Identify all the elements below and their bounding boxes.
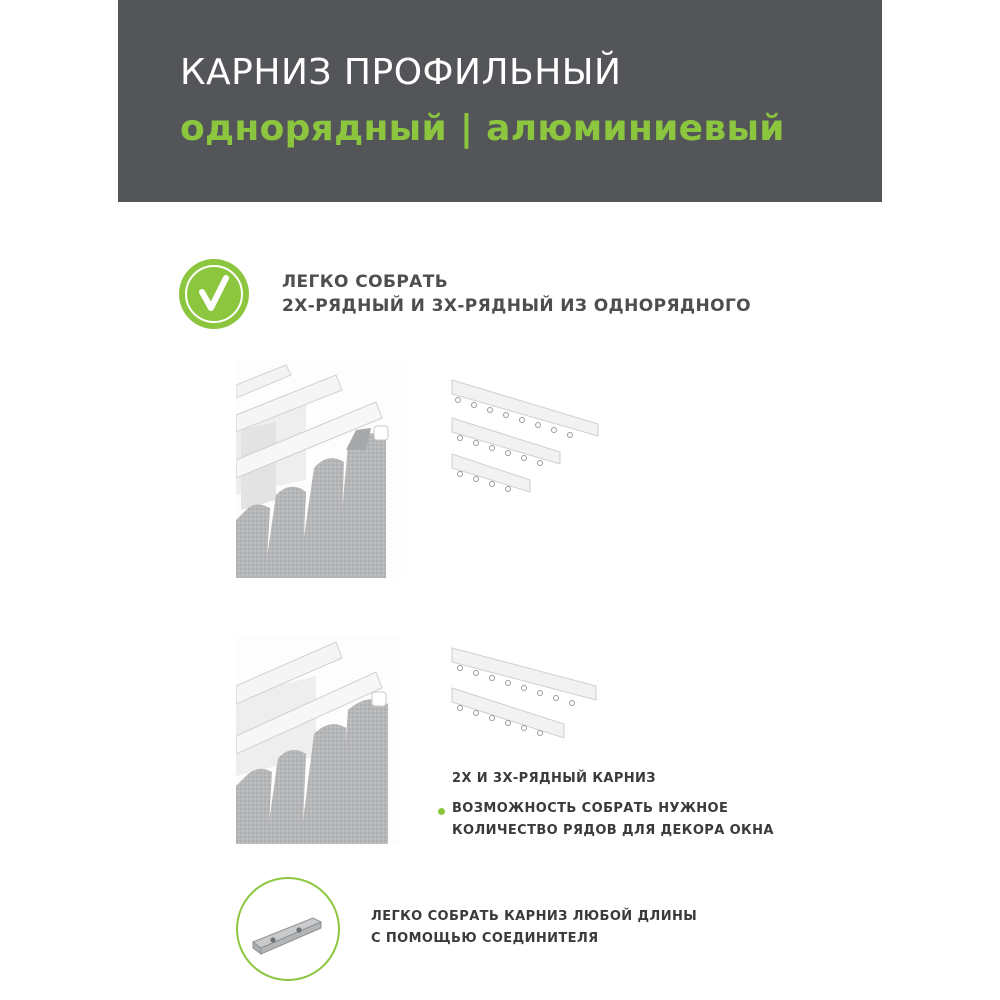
rows-description-line2: КОЛИЧЕСТВО РЯДОВ ДЛЯ ДЕКОРА ОКНА	[452, 823, 774, 838]
feature-subtitle: 2Х-РЯДНЫЙ И 3Х-РЯДНЫЙ ИЗ ОДНОРЯДНОГО	[282, 296, 752, 316]
three-profiles-photo	[448, 374, 614, 496]
bullet-dot	[438, 808, 445, 815]
connector-text-line2: С ПОМОЩЬЮ СОЕДИНИТЕЛЯ	[371, 931, 599, 946]
banner-subtitle: однорядный | алюминиевый	[180, 108, 785, 149]
connector-icon	[235, 876, 341, 982]
checkmark-icon	[178, 258, 250, 330]
connector-text-line1: ЛЕГКО СОБРАТЬ КАРНИЗ ЛЮБОЙ ДЛИНЫ	[371, 909, 698, 924]
header-banner	[118, 0, 882, 202]
rows-heading: 2Х И 3Х-РЯДНЫЙ КАРНИЗ	[452, 771, 656, 786]
three-row-curtain-photo	[236, 360, 406, 578]
two-row-curtain-photo	[236, 636, 400, 844]
rows-description-line1: ВОЗМОЖНОСТЬ СОБРАТЬ НУЖНОЕ	[452, 801, 729, 816]
banner-title: КАРНИЗ ПРОФИЛЬНЫЙ	[180, 52, 622, 93]
feature-title: ЛЕГКО СОБРАТЬ	[282, 272, 449, 292]
two-profiles-photo	[448, 642, 600, 744]
